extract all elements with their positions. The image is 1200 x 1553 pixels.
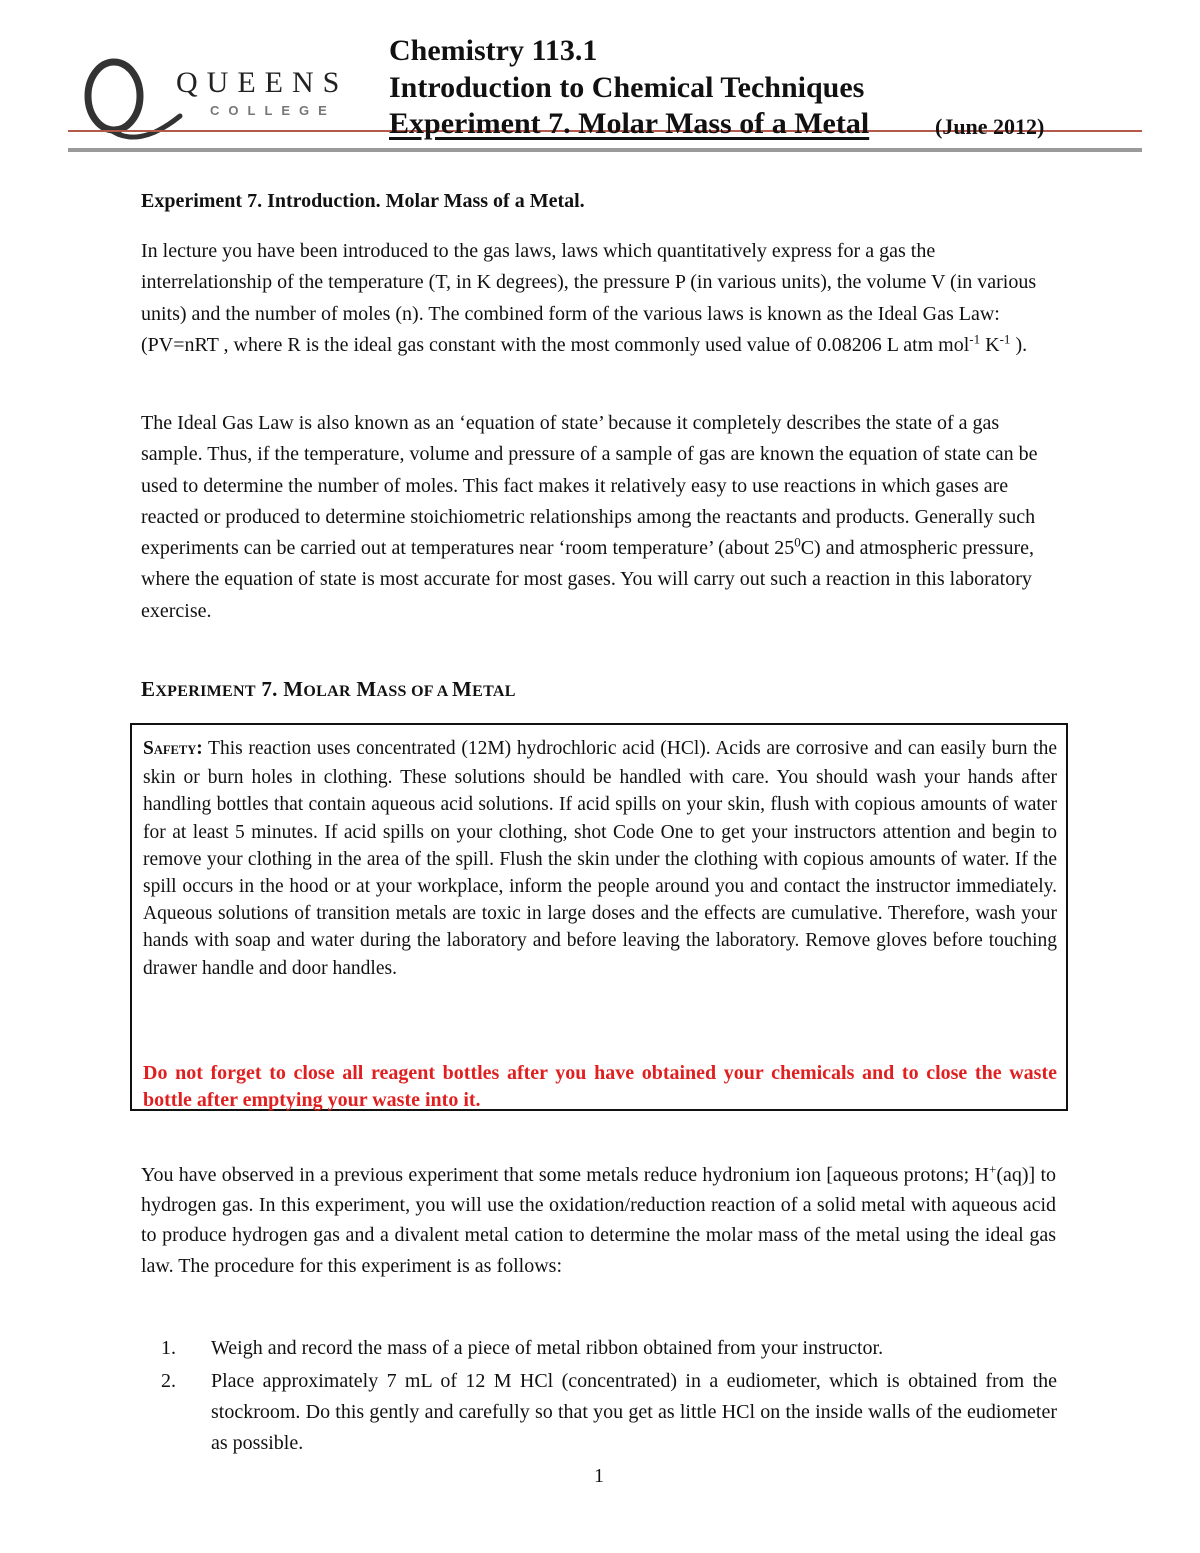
procedure-steps — [141, 1333, 1057, 1459]
intro-paragraph-1: In lecture you have been introduced to the gas laws, laws which quantitatively express for a gas the interrelationship of the temperature (T, in K degrees), the pressure P (in various units), the volume V (in various units) and the number of moles (n). The combined form of the various laws is known as the Ideal Gas Law: (PV=nRT , where R is the ideal gas constant with the most commonly used value of 0.08206 L atm mol$^{-1}$ $K^{-1}$ ). — [141, 240, 1037, 356]
logo-word: QUEENS — [176, 66, 349, 99]
procedure-intro: You have observed in a previous experiment that some metals reduce hydronium ion [aqueous protons; H+(aq)] to hydrogen gas. In this experiment, you will use the oxidation/reduction reaction of a solid metal with aqueous acid to produce hydrogen gas and a divalent metal cation to determine the molar mass of the metal using the ideal gas law. The procedure for this experiment is as follows: — [141, 1161, 1056, 1277]
intro-paragraph-2: The Ideal Gas Law is also known as an ‘equation of state’ because it completely describes the state of a gas sample. Thus, if the temperature, volume and pressure of a sample of gas are known the equation of state can be used to determine the number of moles. This fact makes it relatively easy to use reactions in which gases are reacted or produced to determine stoichiometric relationships among the reactants and products. Generally such experiments can be carried out at temperatures near ‘room temperature’ (about $25^0C$) and atmospheric pressure, where the equation of state is most accurate for most gases. You will carry out such a reaction in this laboratory exercise. — [141, 412, 1038, 622]
step-number: 2. — [161, 1370, 176, 1392]
safety-label: SAFETY: — [143, 738, 203, 759]
queens-college-logo — [68, 46, 368, 156]
intro-heading: Experiment 7. Introduction. Molar Mass of a Metal. — [141, 190, 585, 212]
logo-subtitle: COLLEGE — [210, 103, 336, 118]
step-text: Weigh and record the mass of a piece of metal ribbon obtained from your instructor. — [211, 1337, 884, 1359]
course-title: Introduction to Chemical Techniques — [389, 71, 865, 104]
course-number: Chemistry 113.1 — [389, 34, 598, 67]
safety-text: SAFETY: This reaction uses concentrated (12M) hydrochloric acid (HCl). Acids are corrosive and can easily burn the skin or burn holes in clothing. These solutions should be handled with care. You should wash your hands after handling bottles that contain aqueous acid solutions. If acid spills on your skin, flush with copious amounts of water for at least 5 minutes. If acid spills on your clothing, shot Code One to get your instructors attention and begin to remove your clothing in the area of the spill. Flush the skin under the clothing with copious amounts of water. If the spill occurs in the hood or at your workplace, inform the people around you and contact the instructor immediately. Aqueous solutions of transition metals are toxic in large doses and the effects are cumulative. Therefore, wash your hands with soap and water during the laboratory and before leaving the laboratory. Remove gloves before touching drawer handle and door handles. — [143, 738, 1057, 979]
section-heading: EXPERIMENT 7. MOLAR MASS OF A METAL — [141, 677, 516, 701]
step-text: Place approximately 7 mL of 12 M HCl (concentrated) in a eudiometer, which is obtained from the stockroom. Do this gently and carefully so that you get as little HCl on the inside walls of the eudiometer as possible. — [211, 1370, 1057, 1454]
document-date: (June 2012) — [935, 114, 1045, 139]
step-number: 1. — [161, 1337, 176, 1359]
safety-box — [130, 723, 1068, 1111]
header-rule-gray — [68, 148, 1142, 152]
experiment-title: Experiment 7. Molar Mass of a Metal — [389, 107, 870, 140]
q-logo-mark — [68, 46, 198, 156]
safety-warning: Do not forget to close all reagent bottles after you have obtained your chemicals and to close the waste bottle after emptying your waste into it. — [143, 1062, 1057, 1111]
list-item — [141, 1366, 1057, 1459]
page-number: 1 — [594, 1465, 604, 1487]
list-item — [141, 1333, 1057, 1364]
